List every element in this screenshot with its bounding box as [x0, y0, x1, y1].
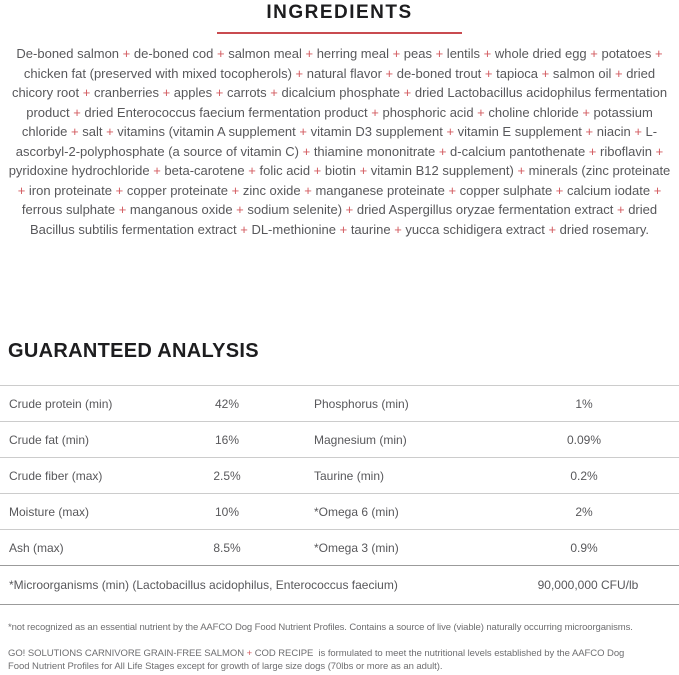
- title-underline: [217, 32, 462, 34]
- plus-separator: +: [231, 182, 240, 198]
- plus-separator: +: [17, 182, 26, 198]
- plus-separator: +: [477, 104, 485, 120]
- plus-separator: +: [270, 85, 278, 100]
- plus-separator: +: [653, 182, 662, 198]
- analysis-label: Magnesium (min): [314, 432, 407, 447]
- plus-separator: +: [115, 182, 124, 198]
- plus-separator: +: [240, 221, 248, 237]
- plus-separator: +: [438, 143, 447, 159]
- table-row: [0, 530, 679, 566]
- plus-separator: +: [448, 182, 457, 198]
- plus-separator: +: [299, 124, 307, 139]
- guaranteed-analysis-table: [0, 385, 679, 605]
- table-row: [0, 458, 679, 494]
- plus-separator: +: [236, 202, 244, 217]
- analysis-value: 0.09%: [566, 432, 602, 447]
- plus-separator: +: [215, 85, 224, 100]
- analysis-label: Crude fiber (max): [9, 468, 103, 483]
- analysis-label: Ash (max): [9, 540, 64, 555]
- analysis-value: 10%: [214, 504, 240, 519]
- plus-separator: +: [392, 46, 401, 61]
- plus-separator: +: [483, 46, 492, 61]
- plus-separator: +: [122, 46, 131, 61]
- plus-separator: +: [582, 104, 590, 120]
- analysis-value: 2.5%: [213, 468, 241, 483]
- plus-separator: +: [541, 65, 550, 81]
- plus-separator: +: [106, 124, 114, 139]
- plus-separator: +: [634, 124, 642, 139]
- plus-separator: +: [446, 124, 455, 139]
- plus-separator: +: [484, 65, 493, 81]
- plus-separator: +: [435, 46, 444, 61]
- plus-separator: +: [246, 648, 253, 659]
- plus-separator: +: [517, 163, 526, 178]
- plus-separator: +: [655, 143, 664, 159]
- plus-separator: +: [295, 65, 304, 81]
- plus-separator: +: [371, 104, 379, 120]
- plus-separator: +: [162, 85, 171, 100]
- analysis-value: 0.9%: [570, 540, 598, 555]
- plus-separator: +: [216, 46, 225, 61]
- plus-separator: +: [403, 85, 412, 100]
- plus-separator: +: [548, 221, 557, 237]
- analysis-label: Moisture (max): [9, 504, 90, 519]
- plus-separator: +: [304, 182, 312, 198]
- analysis-value: 16%: [214, 432, 240, 447]
- table-row: [0, 494, 679, 530]
- table-row-microorganisms: [0, 566, 679, 605]
- plus-separator: +: [617, 202, 625, 217]
- plus-separator: +: [82, 85, 91, 100]
- table-row: [0, 386, 679, 422]
- guaranteed-analysis-title: GUARANTEED ANALYSIS: [8, 340, 259, 362]
- plus-separator: +: [73, 104, 81, 120]
- analysis-label: *Omega 3 (min): [314, 540, 399, 555]
- plus-separator: +: [615, 65, 623, 81]
- plus-separator: +: [248, 163, 256, 178]
- plus-separator: +: [385, 65, 394, 81]
- analysis-value: 0.2%: [570, 468, 598, 483]
- plus-separator: +: [654, 46, 663, 61]
- analysis-label: Crude fat (min): [9, 432, 90, 447]
- plus-separator: +: [302, 143, 311, 159]
- ingredients-text: De-boned salmon + de-boned cod + salmon meal + herring meal + peas + lentils + whole dried egg + potatoes + chicken fat (preserved with mixed tocopherols) + natural flavor + de-boned trout + tapioca + salmon oil + dried chicory root + cranberries + apples + carrots + dicalcium phosphate + dried Lactobacillus acidophilus fermentation product + dried Enterococcus faecium fermentation product + phosphoric acid + choline chloride + potassium chloride + salt + vitamins (vitamin A supplement + vitamin D3 supplement + vitamin E supplement + niacin + L-ascorbyl-2-polyphosphate (a source of vitamin C) + thiamine mononitrate + d-calcium pantothenate + riboflavin + pyridoxine hydrochloride + beta-carotene + folic acid + biotin + vitamin B12 supplement) + minerals (zinc proteinate + iron proteinate + copper proteinate + zinc oxide + manganese proteinate + copper sulphate + calcium iodate + ferrous sulphate + manganous oxide + sodium selenite) + dried Aspergillus oryzae fermentation extract + dried Bacillus subtilis fermentation extract + DL-methionine + taurine + yucca schidigera extract + dried rosemary.: [8, 46, 671, 237]
- plus-separator: +: [359, 163, 368, 178]
- analysis-label: *Omega 6 (min): [314, 504, 399, 519]
- plus-separator: +: [585, 124, 594, 139]
- analysis-label: Taurine (min): [314, 468, 385, 483]
- plus-separator: +: [305, 46, 314, 61]
- microorganisms-label: *Microorganisms (min) (Lactobacillus acidophilus, Enterococcus faecium): [9, 578, 398, 592]
- analysis-value: 2%: [575, 504, 593, 519]
- plus-separator: +: [71, 124, 79, 139]
- analysis-label: Crude protein (min): [9, 396, 113, 411]
- plus-separator: +: [555, 182, 564, 198]
- plus-separator: +: [153, 163, 161, 178]
- analysis-value: 1%: [575, 396, 593, 411]
- plus-separator: +: [118, 202, 127, 217]
- plus-separator: +: [590, 46, 598, 61]
- table-row: [0, 422, 679, 458]
- plus-separator: +: [339, 221, 348, 237]
- plus-separator: +: [588, 143, 597, 159]
- aafco-statement: GO! SOLUTIONS CARNIVORE GRAIN-FREE SALMON + COD RECIPE is formulated to meet the nutritional levels established by the AAFCO Dog Food Nutrient Profiles for All Life Stages except for growth of large size dogs (70lbs or more as an adult).: [8, 648, 625, 672]
- analysis-value: 42%: [214, 396, 240, 411]
- plus-separator: +: [345, 202, 354, 217]
- analysis-rows: [0, 386, 679, 566]
- microorganisms-value: 90,000,000 CFU/lb: [537, 578, 639, 592]
- analysis-label: Phosphorus (min): [314, 396, 409, 411]
- asterisk-footnote: *not recognized as an essential nutrient by the AAFCO Dog Food Nutrient Profiles. Contains a source of live (viable) naturally occurring microorganisms.: [8, 622, 633, 633]
- analysis-value: 8.5%: [213, 540, 241, 555]
- plus-separator: +: [394, 221, 402, 237]
- ingredients-title: INGREDIENTS: [266, 2, 413, 23]
- plus-separator: +: [313, 163, 322, 178]
